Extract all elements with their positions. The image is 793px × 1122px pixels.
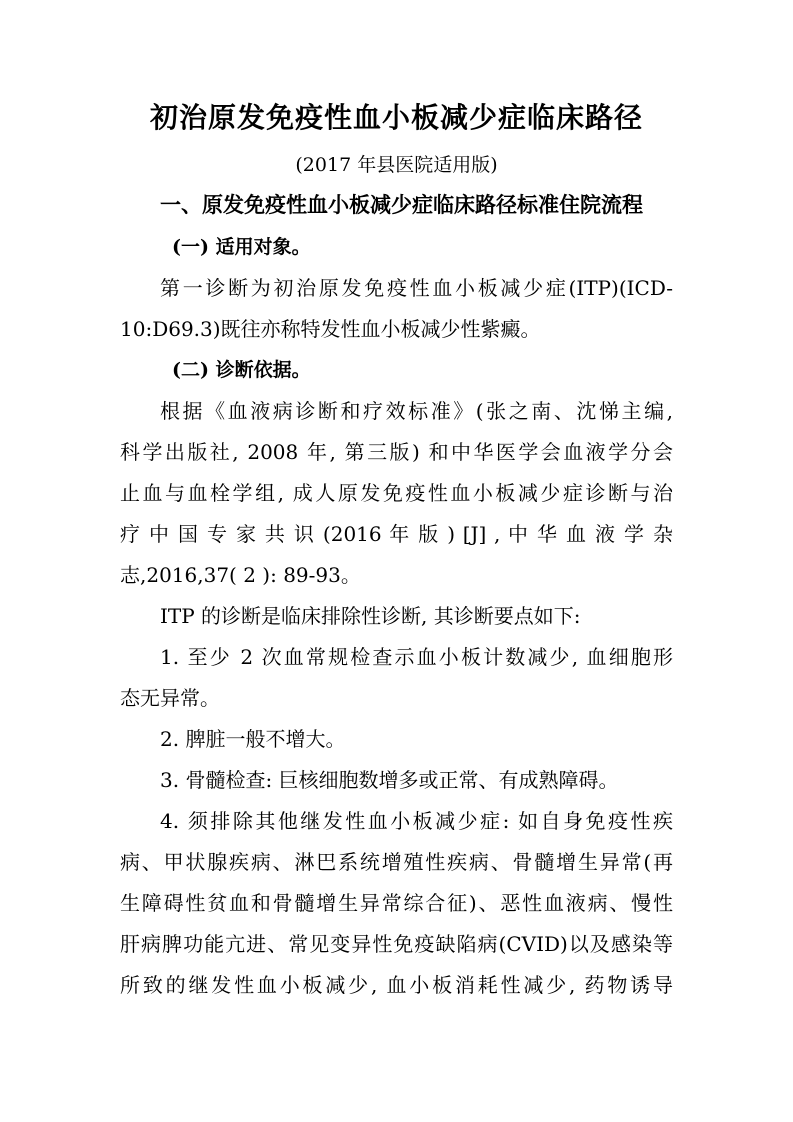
subsection-heading: (一) 适用对象。 [172,236,311,258]
list-item-continuation: 态无异常。 [120,686,220,710]
paragraph-line: 志,2016,37( 2 ): 89-93。 [120,563,361,587]
paragraph-line: 科学出版社, 2008 年, 第三版) 和中华医学会血液学分会 [120,440,673,464]
section-heading: 一、原发免疫性血小板减少症临床路径标准住院流程 [160,193,643,217]
list-item-continuation: 病、甲状腺疾病、淋巴系统增殖性疾病、骨髓增生异常(再 [120,850,673,874]
paragraph-line: 止血与血栓学组, 成人原发免疫性血小板减少症诊断与治 [120,481,673,505]
list-item: 1. 至少 2 次血常规检查示血小板计数减少, 血细胞形 [160,645,673,669]
list-item-continuation: 所致的继发性血小板减少, 血小板消耗性减少, 药物诱导 [120,973,673,997]
document-subtitle: (2017 年县医院适用版) [295,154,498,176]
list-item-continuation: 生障碍性贫血和骨髓增生异常综合征)、恶性血液病、慢性 [120,891,673,915]
paragraph-line: 根据《血液病诊断和疗效标准》(张之南、沈悌主编, [160,399,673,423]
list-item: 4. 须排除其他继发性血小板减少症: 如自身免疫性疾 [160,809,673,833]
subsection-heading: (二) 诊断依据。 [172,359,311,381]
paragraph-line: 10:D69.3)既往亦称特发性血小板减少性紫癜。 [120,317,541,341]
document-title: 初治原发免疫性血小板减少症临床路径 [149,101,643,134]
paragraph-line: 疗 中 国 专 家 共 识 (2016 年 版 ) [J] , 中 华 血 液 学 杂 [120,522,673,546]
paragraph-line: 第一诊断为初治原发免疫性血小板减少症(ITP)(ICD- [160,276,673,300]
list-item-continuation: 肝病脾功能亢进、常见变异性免疫缺陷病(CVID)以及感染等 [120,932,673,956]
list-item: 2. 脾脏一般不增大。 [160,727,346,751]
list-item: 3. 骨髓检查: 巨核细胞数增多或正常、有成熟障碍。 [160,768,619,792]
paragraph-line: ITP 的诊断是临床排除性诊断, 其诊断要点如下: [160,604,581,628]
